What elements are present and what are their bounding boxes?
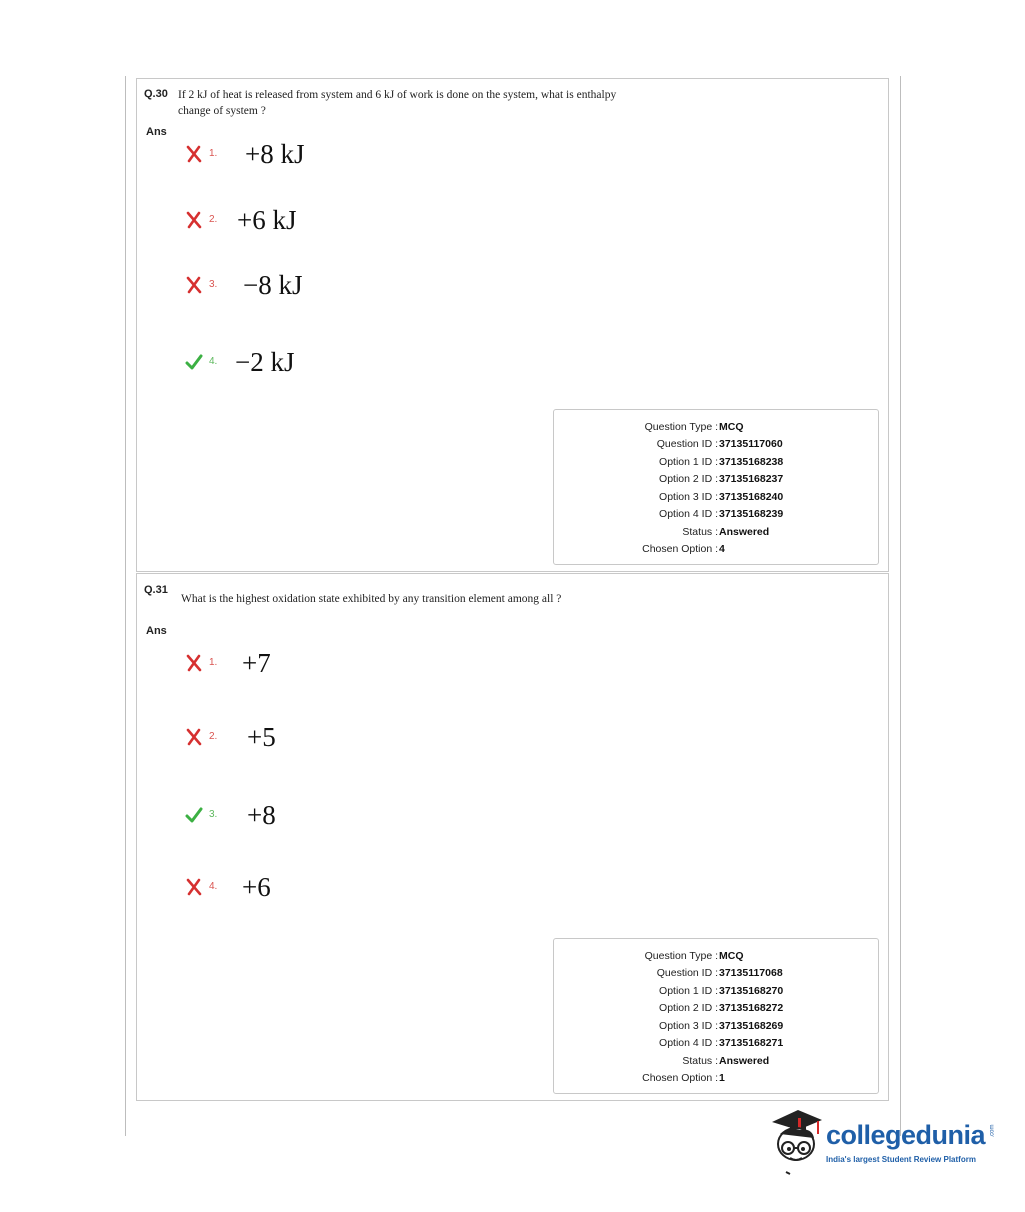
meta-value: 37135168271 (719, 1037, 784, 1049)
collegedunia-logo (768, 1104, 998, 1176)
option-number: 4. (209, 881, 218, 892)
logo-tagline: India's largest Student Review Platform (826, 1155, 976, 1164)
cross-icon (185, 145, 203, 163)
option-number: 2. (209, 214, 218, 225)
question-text-line: If 2 kJ of heat is released from system and 6 kJ of work is done on the system, what is enthalpy (178, 89, 617, 101)
option-value: +7 (242, 648, 271, 678)
question-text (181, 591, 561, 607)
meta-key: Question ID : (656, 438, 718, 450)
option-value: +6 kJ (237, 205, 297, 235)
option-number: 1. (209, 657, 218, 668)
question-30-box (136, 78, 889, 572)
option-value: +6 (242, 872, 271, 902)
ans-label: Ans (146, 625, 167, 637)
option-number: 3. (209, 809, 218, 820)
option-number: 4. (209, 356, 218, 367)
right-page-rule (900, 76, 901, 1136)
meta-value: 37135117068 (719, 967, 783, 979)
logo-suffix: .com (989, 1124, 996, 1138)
meta-key: Chosen Option : (642, 543, 718, 555)
meta-value: 37135117060 (719, 438, 783, 450)
question-text-line: change of system ? (178, 105, 266, 117)
meta-key: Question Type : (644, 421, 718, 433)
question-text (178, 87, 616, 119)
question-text-line: What is the highest oxidation state exhibited by any transition element among all ? (181, 593, 562, 605)
cross-icon (185, 211, 203, 229)
meta-key: Chosen Option : (642, 1072, 718, 1084)
option-value: +8 (247, 800, 276, 830)
question-31-box (136, 573, 889, 1101)
option-value: −8 kJ (243, 270, 303, 300)
question-number: Q.30 (144, 88, 168, 100)
meta-value: 37135168239 (719, 508, 784, 520)
cross-icon (185, 654, 203, 672)
cross-icon (185, 728, 203, 746)
meta-value: 1 (719, 1072, 725, 1084)
meta-value: 37135168240 (719, 491, 784, 503)
cross-icon (185, 878, 203, 896)
meta-value: Answered (719, 1055, 770, 1067)
check-icon (185, 353, 203, 371)
check-icon (185, 806, 203, 824)
option-value: +8 kJ (245, 139, 305, 169)
mascot-icon (768, 1104, 824, 1176)
meta-value: 37135168269 (719, 1020, 784, 1032)
meta-value: Answered (719, 526, 770, 538)
meta-key: Option 1 ID : (659, 985, 718, 997)
meta-value: 37135168237 (719, 473, 784, 485)
meta-key: Question ID : (656, 967, 718, 979)
option-number: 3. (209, 279, 218, 290)
meta-key: Option 3 ID : (659, 1020, 718, 1032)
meta-value: 37135168270 (719, 985, 784, 997)
meta-key: Option 1 ID : (659, 456, 718, 468)
meta-value: 37135168238 (719, 456, 784, 468)
meta-key: Option 3 ID : (659, 491, 718, 503)
meta-value: MCQ (719, 421, 744, 433)
cross-icon (185, 276, 203, 294)
question-meta-panel (553, 409, 879, 565)
meta-key: Status : (682, 526, 718, 538)
question-number: Q.31 (144, 584, 168, 596)
option-value: +5 (247, 722, 276, 752)
meta-value: MCQ (719, 950, 744, 962)
meta-key: Question Type : (644, 950, 718, 962)
meta-key: Option 2 ID : (659, 473, 718, 485)
meta-key: Option 2 ID : (659, 1002, 718, 1014)
meta-key: Option 4 ID : (659, 1037, 718, 1049)
meta-key: Status : (682, 1055, 718, 1067)
question-meta-panel (553, 938, 879, 1094)
meta-value: 37135168272 (719, 1002, 784, 1014)
meta-key: Option 4 ID : (659, 508, 718, 520)
option-number: 1. (209, 148, 218, 159)
meta-value: 4 (719, 543, 725, 555)
ans-label: Ans (146, 126, 167, 138)
option-value: −2 kJ (235, 347, 295, 377)
option-number: 2. (209, 731, 218, 742)
logo-wordmark: collegedunia (826, 1120, 986, 1150)
left-page-rule (125, 76, 126, 1136)
